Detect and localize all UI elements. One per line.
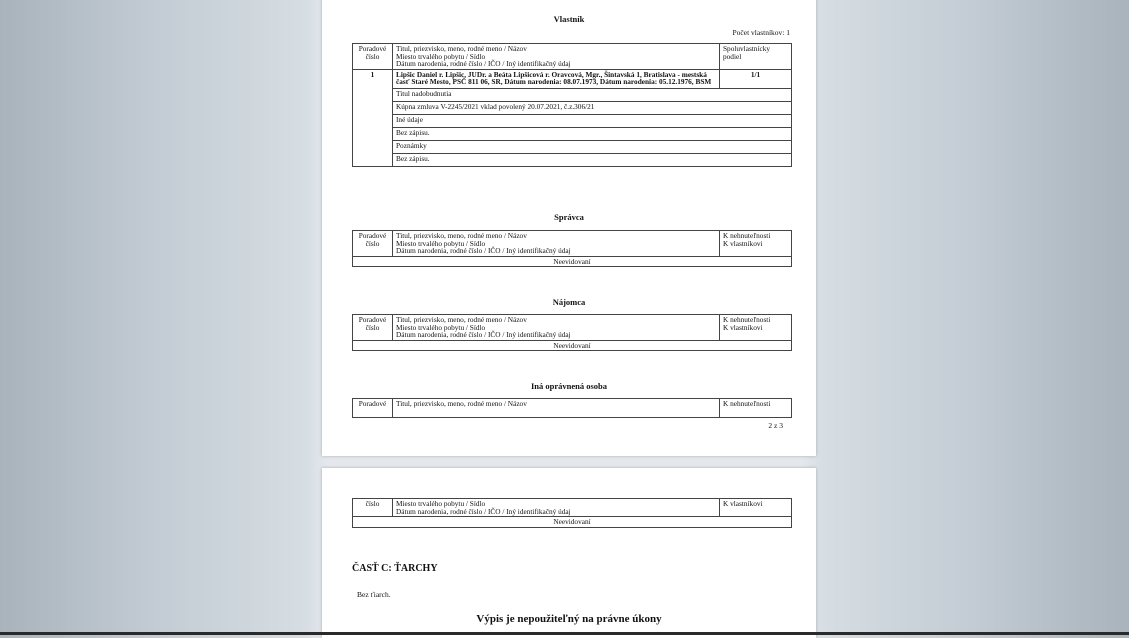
other-data-value: Bez zápisu. [393,127,792,140]
header-relation: K nehnuteľnosti K vlastníkovi [720,315,792,341]
part-c-title: ČASŤ C: ŤARCHY [352,563,438,574]
tenant-status: Neevidovaní [353,340,792,351]
tenant-table [352,314,792,351]
header-share: Spoluvlastnícky podiel [720,44,792,70]
header-order-number-continued: číslo [353,499,393,517]
notes-label: Poznámky [393,140,792,153]
page-number: 2 z 3 [768,421,783,430]
owner-number: 1 [353,69,393,166]
header-relation-continued: K vlastníkovi [720,499,792,517]
disclaimer-note: Výpis je nepoužiteľný na právne úkony [476,613,662,625]
owner-share: 1/1 [720,69,792,88]
owner-row [353,69,792,88]
owner-count: Počet vlastníkov: 1 [732,28,790,37]
administrator-table [352,230,792,267]
no-encumbrances-text: Bez ťiarch. [357,590,391,599]
document-page-3 [322,468,816,638]
header-name: Titul, priezvisko, meno, rodné meno / Názov Miesto trvalého pobytu / Sídlo Dátum narodenia, rodné číslo / IČO / Iný identifikačný údaj [393,231,720,257]
administrator-section-title: Správca [554,212,584,222]
header-name-continued: Miesto trvalého pobytu / Sídlo Dátum narodenia, rodné číslo / IČO / Iný identifikačný údaj [393,499,720,517]
header-name: Titul, priezvisko, meno, rodné meno / Názov [393,399,720,418]
owner-section-title: Vlastník [553,14,585,24]
header-order-number: Poradové číslo [353,231,393,257]
header-order-number: Poradové [353,399,393,418]
other-person-section-title: Iná oprávnená osoba [530,381,608,391]
header-order-number: Poradové číslo [353,44,393,70]
owner-table [352,43,792,167]
other-person-table [352,398,792,418]
tenant-section-title: Nájomca [552,297,586,307]
administrator-status: Neevidovaní [353,256,792,267]
header-order-number: Poradové číslo [353,315,393,341]
header-name: Titul, priezvisko, meno, rodné meno / Názov Miesto trvalého pobytu / Sídlo Dátum narodenia, rodné číslo / IČO / Iný identifikačný údaj [393,44,720,70]
header-relation: K nehnuteľnosti K vlastníkovi [720,231,792,257]
owner-table-header [353,44,792,70]
header-name: Titul, priezvisko, meno, rodné meno / Názov Miesto trvalého pobytu / Sídlo Dátum narodenia, rodné číslo / IČO / Iný identifikačný údaj [393,315,720,341]
other-person-table-continued [352,498,792,528]
owner-details: Lipšic Daniel r. Lipšic, JUDr. a Beáta Lipšicová r. Oravcová, Mgr., Šintavská 1, Bratislava - mestská časť Staré Mesto, PSČ 811 06, SR, Dátum narodenia: 08.07.1973, Dátum narodenia: 05.12.1976, BSM [393,69,720,88]
other-data-label: Iné údaje [393,114,792,127]
acquisition-title-label: Titul nadobudnutia [393,88,792,101]
header-relation: K nehnuteľnosti [720,399,792,418]
document-page-2 [322,0,816,456]
other-person-status: Neevidovaní [353,517,792,528]
acquisition-title-value: Kúpna zmluva V-2245/2021 vklad povolený 20.07.2021, č.z.306/21 [393,101,792,114]
notes-value: Bez zápisu. [393,153,792,166]
